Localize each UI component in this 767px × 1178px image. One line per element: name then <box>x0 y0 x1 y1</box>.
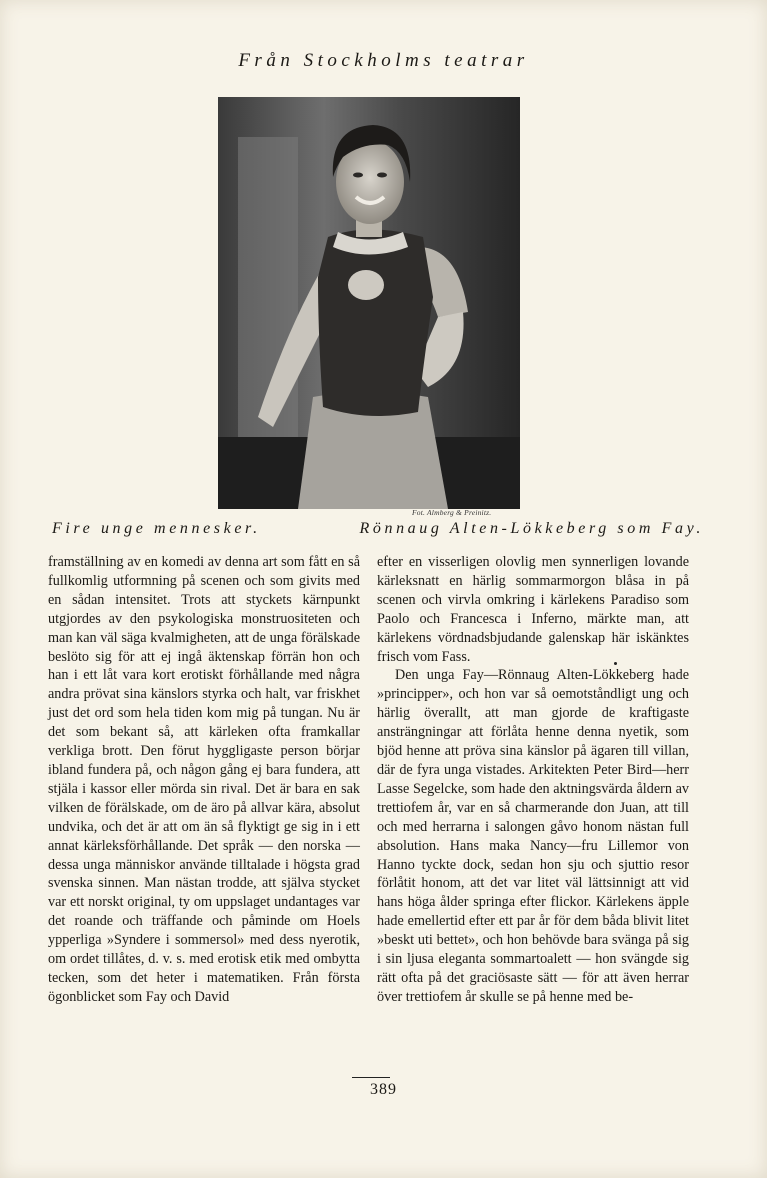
right-text-column <box>377 553 689 1007</box>
left-text-column <box>48 553 360 1007</box>
ink-speck <box>614 662 617 665</box>
paragraph: framställning av en komedi av denna art som fått en så fullkomlig utformning på scenen och som givits med en sådan intensitet. Trots att styckets kärnpunkt utgjordes av den psykologiska monstruositeten och man kan väl säga kvalmigheten, att de unga förälskade beslöto sig för att ej ingå äktenskap förrän hon och han i ett låt vara kort erotiskt förhållande med några andra prövat sina känslors styrka och halt, var friskhet just det ord som hela tiden kom mig på tungan. Nu är det som bekant så, att kärleken ofta framkallar verkliga brott. Den förut hyggligaste person börjar ibland fundera på, och någon gång ej bara fundera, att stjäla i kassor eller mörda sin rival. Det är bara en sak vilken de förälskade, om de äro på allvar kära, absolut undvika, och det är att om än så flyktigt ge sig in i ett annat kärleksförhållande. Det språk — den norska — dessa unga människor använde tilltalade i högsta grad svenska sinnen. Man nästan trodde, att själva stycket var ett norskt original, ty om uppslaget undantages var det roande och träffande och påminde om Hoels ypperliga »Syndere i sommersol» med dess nyerotik, om ordet tillåtes, d. v. s. med erotisk etik med ombytta tecken, som det heter i matematiken. Från första ögonblicket som Fay och David <box>48 554 360 1005</box>
photo-credit: Fot. Almberg & Preinitz. <box>412 508 492 517</box>
page-number: 389 <box>370 1081 397 1098</box>
caption-title: Fire unge mennesker. <box>52 520 261 537</box>
running-title: Från Stockholms teatrar <box>238 50 529 71</box>
paragraph: Den unga Fay—Rönnaug Alten-Lökkeberg hade »principper», och hon var så oemotståndligt ung och härlig överallt, att man gjorde de kraftigaste ansträngningar att förlåta henne denna nyetik, som bjöd henne att pröva sina känslor på ägaren till villan, där de fyra unga vistades. Arkitekten Peter Bird—herr Lasse Segelcke, som hade den aktningsvärda åldern av trettiofem år, var en så charmerande don Juan, att till och med herrarna i salongen gåvo honom nästan full absolution. Hans maka Nancy—fru Lillemor von Hanno tyckte dock, sedan hon sju och sjuttio resor förlåtit honom, att det var litet väl lättsinnigt att vid hans höga ålder springa efter flickor. Kärlekens äpple hade emellertid efter ett par år för dem båda blivit litet »beskt uti bettet», och hon behövde bara svänga på sig i sin ljusa eleganta sommartoalett — hon svängde sig rätt ofta på det graciösaste sätt — för att även herrar över trettiofem år skulle se på henne med be- <box>377 667 689 1005</box>
figure-caption <box>52 520 704 538</box>
paragraph: efter en visserligen olovlig men synnerligen lovande kärleksnatt en härlig sommarmorgon blåsa in på scenen och virvla omkring i kärlekens Paradiso som Paolo och Francesca i Inferno, märkte man, att kärlekens vördnadsbjudande galenskap här iskänktes frisch vom Fass. <box>377 554 689 665</box>
folio-rule <box>352 1077 390 1078</box>
portrait-photo <box>218 97 520 509</box>
caption-subject: Rönnaug Alten-Lökkeberg som Fay. <box>359 520 704 537</box>
